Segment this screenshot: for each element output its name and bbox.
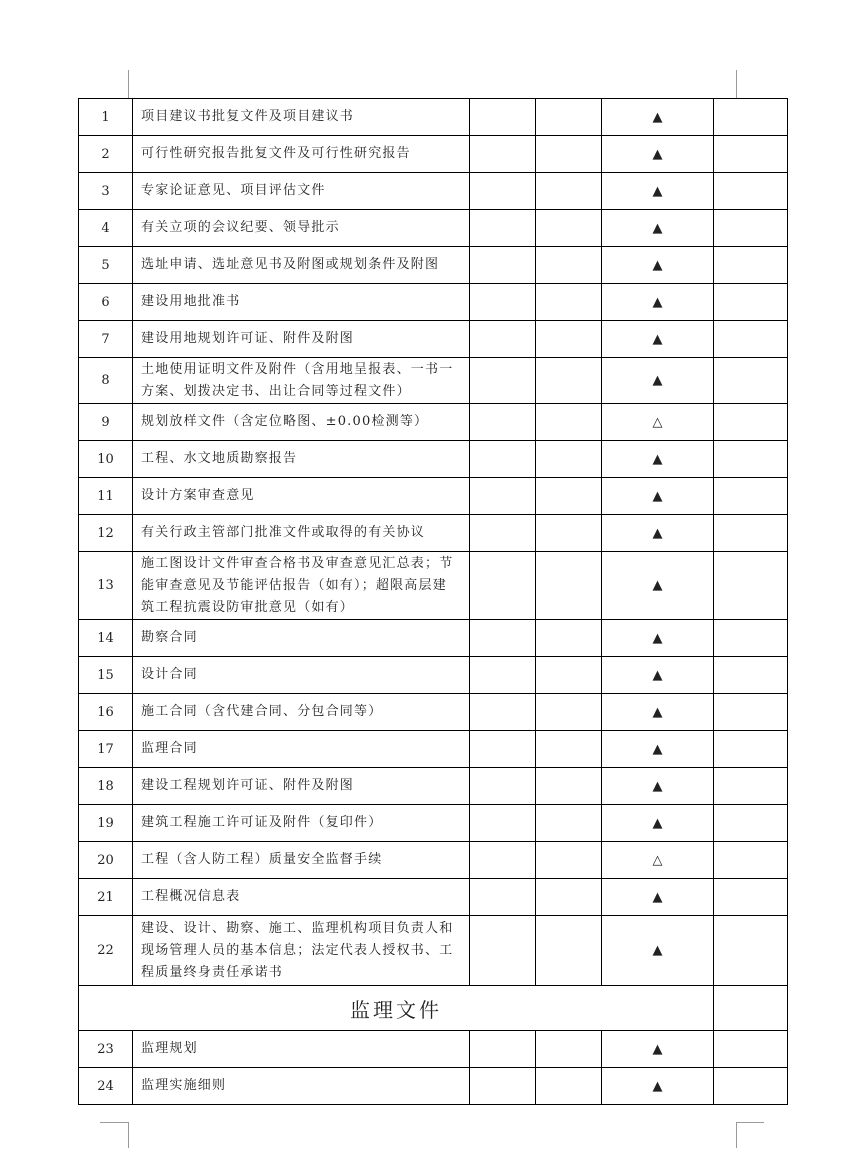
table-row — [79, 210, 788, 247]
row-mark: ▲ — [602, 441, 714, 478]
row-number: 22 — [79, 916, 133, 986]
table-body-main — [79, 99, 788, 986]
table-row — [79, 805, 788, 842]
row-cell-blank-1 — [470, 879, 536, 916]
row-number: 19 — [79, 805, 133, 842]
row-number: 9 — [79, 404, 133, 441]
row-cell-blank-2 — [536, 478, 602, 515]
row-cell-blank-1 — [470, 210, 536, 247]
row-cell-blank-1 — [470, 321, 536, 358]
row-number: 4 — [79, 210, 133, 247]
row-cell-blank-2 — [536, 358, 602, 404]
row-mark: ▲ — [602, 247, 714, 284]
row-mark: ▲ — [602, 805, 714, 842]
row-mark: △ — [602, 404, 714, 441]
row-mark: ▲ — [602, 657, 714, 694]
row-mark: ▲ — [602, 1031, 714, 1068]
row-number: 7 — [79, 321, 133, 358]
row-number: 11 — [79, 478, 133, 515]
row-cell-blank-3 — [714, 358, 788, 404]
row-number: 16 — [79, 694, 133, 731]
row-document-name: 建设用地批准书 — [133, 284, 470, 321]
row-number: 12 — [79, 515, 133, 552]
row-document-name: 专家论证意见、项目评估文件 — [133, 173, 470, 210]
row-cell-blank-1 — [470, 284, 536, 321]
row-cell-blank-1 — [470, 441, 536, 478]
row-cell-blank-1 — [470, 478, 536, 515]
row-mark: ▲ — [602, 694, 714, 731]
row-number: 5 — [79, 247, 133, 284]
row-mark: △ — [602, 842, 714, 879]
row-cell-blank-2 — [536, 284, 602, 321]
row-cell-blank-3 — [714, 620, 788, 657]
row-cell-blank-2 — [536, 694, 602, 731]
row-document-name: 勘察合同 — [133, 620, 470, 657]
row-cell-blank-3 — [714, 247, 788, 284]
row-cell-blank-3 — [714, 515, 788, 552]
table-row — [79, 173, 788, 210]
row-number: 15 — [79, 657, 133, 694]
row-cell-blank-2 — [536, 552, 602, 620]
row-cell-blank-2 — [536, 136, 602, 173]
row-cell-blank-3 — [714, 916, 788, 986]
row-cell-blank-1 — [470, 805, 536, 842]
row-cell-blank-2 — [536, 731, 602, 768]
section-header-row — [79, 986, 788, 1031]
table-row — [79, 99, 788, 136]
row-cell-blank-2 — [536, 879, 602, 916]
row-cell-blank-2 — [536, 247, 602, 284]
row-cell-blank-3 — [714, 478, 788, 515]
section-title: 监理文件 — [79, 986, 714, 1031]
row-cell-blank-1 — [470, 404, 536, 441]
row-cell-blank-2 — [536, 173, 602, 210]
row-cell-blank-1 — [470, 247, 536, 284]
row-cell-blank-2 — [536, 768, 602, 805]
row-cell-blank-3 — [714, 1031, 788, 1068]
row-cell-blank-2 — [536, 321, 602, 358]
row-cell-blank-2 — [536, 657, 602, 694]
table-row — [79, 478, 788, 515]
row-cell-blank-2 — [536, 620, 602, 657]
row-cell-blank-1 — [470, 552, 536, 620]
row-cell-blank-1 — [470, 620, 536, 657]
row-document-name: 可行性研究报告批复文件及可行性研究报告 — [133, 136, 470, 173]
table-row — [79, 404, 788, 441]
row-mark: ▲ — [602, 731, 714, 768]
table-row — [79, 358, 788, 404]
row-document-name: 工程、水文地质勘察报告 — [133, 441, 470, 478]
row-cell-blank-3 — [714, 657, 788, 694]
crop-mark-top-left — [128, 70, 129, 98]
table-row — [79, 441, 788, 478]
row-cell-blank-1 — [470, 1031, 536, 1068]
row-mark: ▲ — [602, 879, 714, 916]
table-row — [79, 515, 788, 552]
row-document-name: 项目建议书批复文件及项目建议书 — [133, 99, 470, 136]
table-row — [79, 768, 788, 805]
row-cell-blank-1 — [470, 768, 536, 805]
row-document-name: 工程（含人防工程）质量安全监督手续 — [133, 842, 470, 879]
crop-mark-bottom-right — [736, 1122, 737, 1148]
table-row — [79, 1068, 788, 1105]
table-row — [79, 731, 788, 768]
row-mark: ▲ — [602, 1068, 714, 1105]
row-cell-blank-3 — [714, 99, 788, 136]
row-mark: ▲ — [602, 620, 714, 657]
row-mark: ▲ — [602, 284, 714, 321]
row-cell-blank-2 — [536, 404, 602, 441]
row-document-name: 施工图设计文件审查合格书及审查意见汇总表；节能审查意见及节能评估报告（如有）；超限高层建筑工程抗震设防审批意见（如有） — [133, 552, 470, 620]
row-number: 21 — [79, 879, 133, 916]
row-mark: ▲ — [602, 136, 714, 173]
row-number: 20 — [79, 842, 133, 879]
table-row — [79, 321, 788, 358]
row-cell-blank-3 — [714, 441, 788, 478]
row-mark: ▲ — [602, 768, 714, 805]
row-cell-blank-1 — [470, 694, 536, 731]
row-number: 6 — [79, 284, 133, 321]
row-document-name: 有关立项的会议纪要、领导批示 — [133, 210, 470, 247]
row-cell-blank-3 — [714, 842, 788, 879]
section-extra-cell — [714, 986, 788, 1031]
table-row — [79, 620, 788, 657]
archive-list-table — [78, 98, 788, 1105]
row-cell-blank-3 — [714, 879, 788, 916]
row-cell-blank-1 — [470, 657, 536, 694]
row-number: 13 — [79, 552, 133, 620]
row-cell-blank-2 — [536, 916, 602, 986]
row-mark: ▲ — [602, 173, 714, 210]
table-row — [79, 842, 788, 879]
row-cell-blank-3 — [714, 136, 788, 173]
crop-mark-top-right — [736, 70, 737, 98]
row-mark: ▲ — [602, 99, 714, 136]
table-row — [79, 657, 788, 694]
row-cell-blank-3 — [714, 1068, 788, 1105]
row-cell-blank-3 — [714, 284, 788, 321]
row-cell-blank-1 — [470, 136, 536, 173]
row-cell-blank-2 — [536, 99, 602, 136]
row-document-name: 施工合同（含代建合同、分包合同等） — [133, 694, 470, 731]
row-cell-blank-3 — [714, 768, 788, 805]
table-row — [79, 247, 788, 284]
crop-mark-bottom-left-h — [100, 1122, 128, 1123]
table-row — [79, 552, 788, 620]
row-number: 23 — [79, 1031, 133, 1068]
row-cell-blank-1 — [470, 173, 536, 210]
row-cell-blank-1 — [470, 731, 536, 768]
row-cell-blank-1 — [470, 515, 536, 552]
row-cell-blank-2 — [536, 842, 602, 879]
crop-mark-bottom-right-h — [736, 1122, 764, 1123]
row-document-name: 监理实施细则 — [133, 1068, 470, 1105]
row-document-name: 监理合同 — [133, 731, 470, 768]
table-row — [79, 879, 788, 916]
table-body-supervision — [79, 1031, 788, 1105]
row-mark: ▲ — [602, 321, 714, 358]
row-document-name: 建设用地规划许可证、附件及附图 — [133, 321, 470, 358]
row-cell-blank-3 — [714, 173, 788, 210]
row-cell-blank-1 — [470, 842, 536, 879]
row-cell-blank-3 — [714, 805, 788, 842]
table-row — [79, 284, 788, 321]
row-cell-blank-3 — [714, 694, 788, 731]
row-number: 14 — [79, 620, 133, 657]
row-mark: ▲ — [602, 478, 714, 515]
row-cell-blank-1 — [470, 1068, 536, 1105]
row-cell-blank-1 — [470, 358, 536, 404]
row-document-name: 设计合同 — [133, 657, 470, 694]
crop-mark-bottom-left — [128, 1122, 129, 1148]
row-number: 24 — [79, 1068, 133, 1105]
row-document-name: 规划放样文件（含定位略图、±0.00检测等） — [133, 404, 470, 441]
table-row — [79, 1031, 788, 1068]
row-document-name: 建设工程规划许可证、附件及附图 — [133, 768, 470, 805]
row-cell-blank-3 — [714, 321, 788, 358]
row-mark: ▲ — [602, 552, 714, 620]
row-cell-blank-1 — [470, 99, 536, 136]
row-cell-blank-3 — [714, 404, 788, 441]
row-cell-blank-2 — [536, 210, 602, 247]
table-row — [79, 136, 788, 173]
row-cell-blank-3 — [714, 731, 788, 768]
row-number: 8 — [79, 358, 133, 404]
row-document-name: 监理规划 — [133, 1031, 470, 1068]
row-document-name: 土地使用证明文件及附件（含用地呈报表、一书一方案、划拨决定书、出让合同等过程文件） — [133, 358, 470, 404]
row-cell-blank-2 — [536, 1031, 602, 1068]
table-row — [79, 916, 788, 986]
row-document-name: 有关行政主管部门批准文件或取得的有关协议 — [133, 515, 470, 552]
row-number: 1 — [79, 99, 133, 136]
row-document-name: 设计方案审查意见 — [133, 478, 470, 515]
row-cell-blank-3 — [714, 552, 788, 620]
table-row — [79, 694, 788, 731]
row-cell-blank-2 — [536, 805, 602, 842]
row-number: 18 — [79, 768, 133, 805]
row-document-name: 建设、设计、勘察、施工、监理机构项目负责人和现场管理人员的基本信息；法定代表人授权书、工程质量终身责任承诺书 — [133, 916, 470, 986]
row-cell-blank-2 — [536, 515, 602, 552]
row-cell-blank-2 — [536, 441, 602, 478]
row-mark: ▲ — [602, 358, 714, 404]
row-number: 10 — [79, 441, 133, 478]
row-cell-blank-2 — [536, 1068, 602, 1105]
row-mark: ▲ — [602, 515, 714, 552]
row-number: 3 — [79, 173, 133, 210]
row-number: 17 — [79, 731, 133, 768]
row-cell-blank-1 — [470, 916, 536, 986]
row-document-name: 建筑工程施工许可证及附件（复印件） — [133, 805, 470, 842]
row-mark: ▲ — [602, 210, 714, 247]
row-document-name: 选址申请、选址意见书及附图或规划条件及附图 — [133, 247, 470, 284]
row-mark: ▲ — [602, 916, 714, 986]
row-number: 2 — [79, 136, 133, 173]
row-document-name: 工程概况信息表 — [133, 879, 470, 916]
row-cell-blank-3 — [714, 210, 788, 247]
